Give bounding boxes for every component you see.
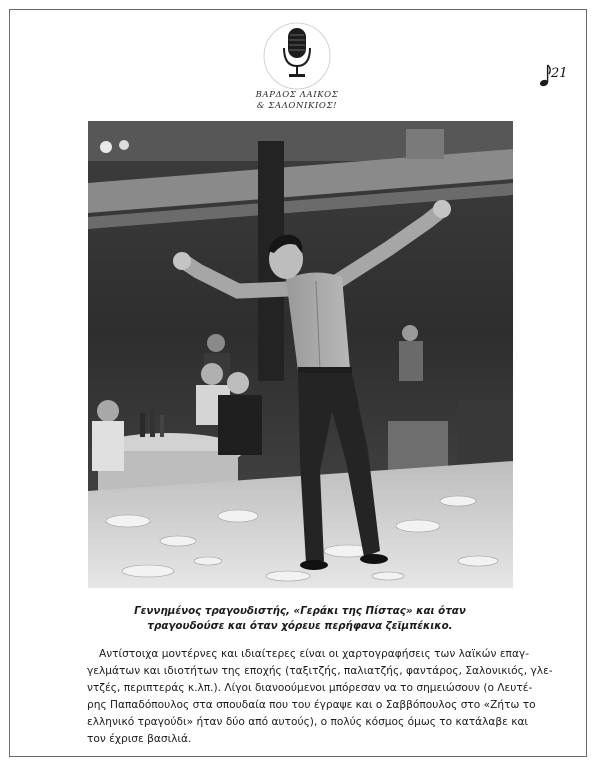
paragraph-line: γελμάτων και ιδιοτήτων της εποχής (ταξιτζής, παλιατζής, φαντάρος, Σαλονικιός, γλε- xyxy=(87,665,553,677)
page-number-block xyxy=(538,62,578,90)
paragraph-line: ελληνικό τραγούδι» ήταν δύο από αυτούς), ο πολύς κόσμος όμως το κατάλαβε και xyxy=(87,716,529,728)
paragraph-line: τον έχρισε βασιλιά. xyxy=(87,733,192,745)
photo-caption xyxy=(60,604,540,634)
caption-line: τραγουδούσε και όταν χόρευε περήφανα ζεϊμπέκικο. xyxy=(147,620,453,632)
caption-line: Γεννημένος τραγουδιστής, «Γεράκι της Πίστας» και όταν xyxy=(134,605,466,617)
paragraph-line: ντζές, περιπτεράς κ.λπ.). Λίγοι διανοούμενοι μπόρεσαν να το σημειώσουν (ο Λευτέ- xyxy=(87,682,533,694)
body-paragraph xyxy=(87,646,553,748)
page-number: 21 xyxy=(551,66,568,81)
logo-title-line1: ΒΑΡΔΟΣ ΛΑΙΚΟΣ xyxy=(255,90,339,100)
header-logo xyxy=(242,18,352,111)
logo-title-line2: & ΣΑΛΟΝΙΚΙΟΣ! xyxy=(256,101,338,111)
paragraph-line: Αντίστοιχα μοντέρνες και ιδιαίτερες είναι οι χαρτογραφήσεις των λαϊκών επαγ- xyxy=(99,648,530,660)
paragraph-line: ρης Παπαδόπουλος στα σπουδαία που του έγραψε και ο Σαββόπουλος στο «Ζήτω το xyxy=(87,699,536,711)
dancer-photograph xyxy=(88,121,513,588)
microphone-icon xyxy=(242,18,352,90)
